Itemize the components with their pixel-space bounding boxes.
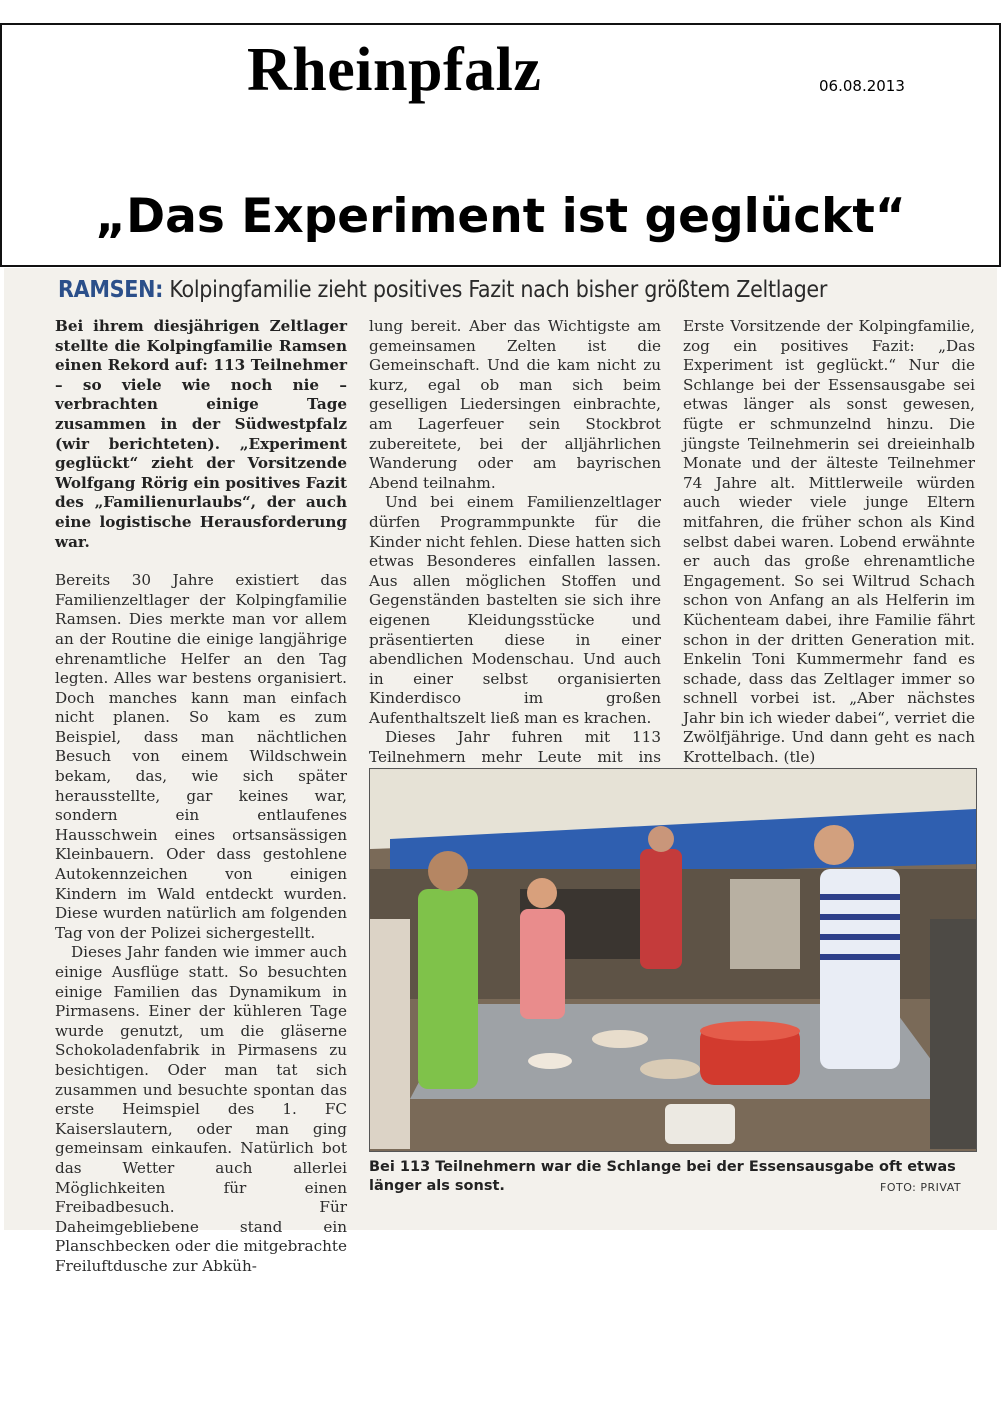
column-3 (683, 317, 975, 768)
publication-date: 06.08.2013 (819, 77, 905, 95)
paragraph: Bereits 30 Jahre existiert das Familienzeltlager der Kolpingfamilie Ramsen. Dies merkte man vor allem an der Routine die einige langjährige ehrenamtliche Helfer an den Tag legten. Alles war bestens organisiert. Doch manches kann man einfach nicht planen. So kam es zum Beispiel, dass man nächtlichen Besuch von einem Wildschwein bekam, das, wie sich später herausstellte, gar keines war, sondern ein entlaufenes Hausschwein eines ortsansässigen Kleinbauern. Oder dass gestohlene Autokennzeichen von einigen Kindern im Wald entdeckt wurden. Diese wurden natürlich am folgenden Tag von der Polizei sichergestellt. (55, 571, 347, 942)
paragraph: Dieses Jahr fanden wie immer auch einige Ausflüge statt. So besuchten einige Familien das Dynamikum in Pirmasens. Einer der kühleren Tage wurde genutzt, um die gläserne Schokoladenfabrik in Pirmasens zu besichtigen. Oder man tat sich zusammen und besuchte spontan das erste Heimspiel des 1. FC Kaiserslautern, oder man ging gemeinsam einkaufen. Natürlich bot das Wetter auch allerlei Möglichkeiten für einen Freibadbesuch. Für Daheimgebliebene stand ein Planschbecken oder die mitgebrachte Freiluftdusche zur Abküh- (55, 943, 347, 1275)
location-label: RAMSEN: (58, 277, 164, 303)
camp-food-line-photo (370, 769, 976, 1151)
paragraph: lung bereit. Aber das Wichtigste am gemeinsamen Zelten ist die Gemeinschaft. Und die kam nicht zu kurz, egal ob man sich beim geselligen Liedersingen einbrachte, am Lagerfeuer sein Stockbrot zubereitete, bei der alljährlichen Wanderung oder am bayrischen Abend teilnahm. (369, 317, 661, 492)
article-photo (369, 768, 977, 1152)
paragraph: Und bei einem Familienzeltlager dürfen Programmpunkte für die Kinder nicht fehlen. Diese hatten sich etwas Besonderes einfallen lassen. Aus allen möglichen Stoffen und Gegenständen bastelten sie sich ihre eigenen Kleidungsstücke und präsentierten diese in einer abendlichen Modenschau. Und auch in einer selbst organisierten Kinderdisco im großen Aufenthaltszelt ließ man es krachen. (369, 493, 661, 727)
headline: „Das Experiment ist geglückt“ (95, 189, 906, 244)
column-2 (369, 317, 661, 807)
lead-paragraph: Bei ihrem diesjährigen Zeltlager stellte die Kolpingfamilie Ramsen einen Rekord auf: 113 Teilnehmer – so viele wie noch nie – verbrachten einige Tage zusammen in der Südwestpfalz (wir berichteten). „Experiment geglückt“ zieht der Vorsitzende Wolfgang Rörig ein positives Fazit des „Familienurlaubs“, der auch eine logistische Herausforderung war. (55, 317, 347, 551)
photo-caption: Bei 113 Teilnehmern war die Schlange bei der Essensausgabe oft etwas länger als sonst. (369, 1159, 956, 1194)
column-1 (55, 317, 347, 1277)
newspaper-name: Rheinpfalz (247, 36, 542, 104)
subheadline (58, 275, 827, 305)
paragraph: Erste Vorsitzende der Kolpingfamilie, zog ein positives Fazit: „Das Experiment ist geglückt.“ Nur die Schlange bei der Essensausgabe sei etwas länger als sonst gewesen, fügte er schmunzelnd hinzu. Die jüngste Teilnehmerin sei dreieinhalb Monate und der älteste Teilnehmer 74 Jahre alt. Mittlerweile würden auch wieder viele junge Eltern mitfahren, die früher schon als Kind selbst dabei waren. Lobend erwähnte er auch das große ehrenamtliche Engagement. So sei Wiltrud Schach schon von Anfang an als Helferin im Küchenteam dabei, ihre Familie fährt schon in der dritten Generation mit. Enkelin Toni Kummermehr fand es schade, dass das Zeltlager immer so schnell vorbei ist. „Aber nächstes Jahr bin ich wieder dabei“, verriet die Zwölfjährige. Und dann geht es nach Krottelbach. (tle) (683, 317, 976, 767)
paragraph: Dieses Jahr fuhren mit 113 Teilnehmern mehr Leute mit ins (369, 728, 661, 767)
subheadline-text: Kolpingfamilie zieht positives Fazit nach bisher größtem Zeltlager (169, 277, 828, 303)
photo-credit: FOTO: PRIVAT (880, 1181, 962, 1194)
